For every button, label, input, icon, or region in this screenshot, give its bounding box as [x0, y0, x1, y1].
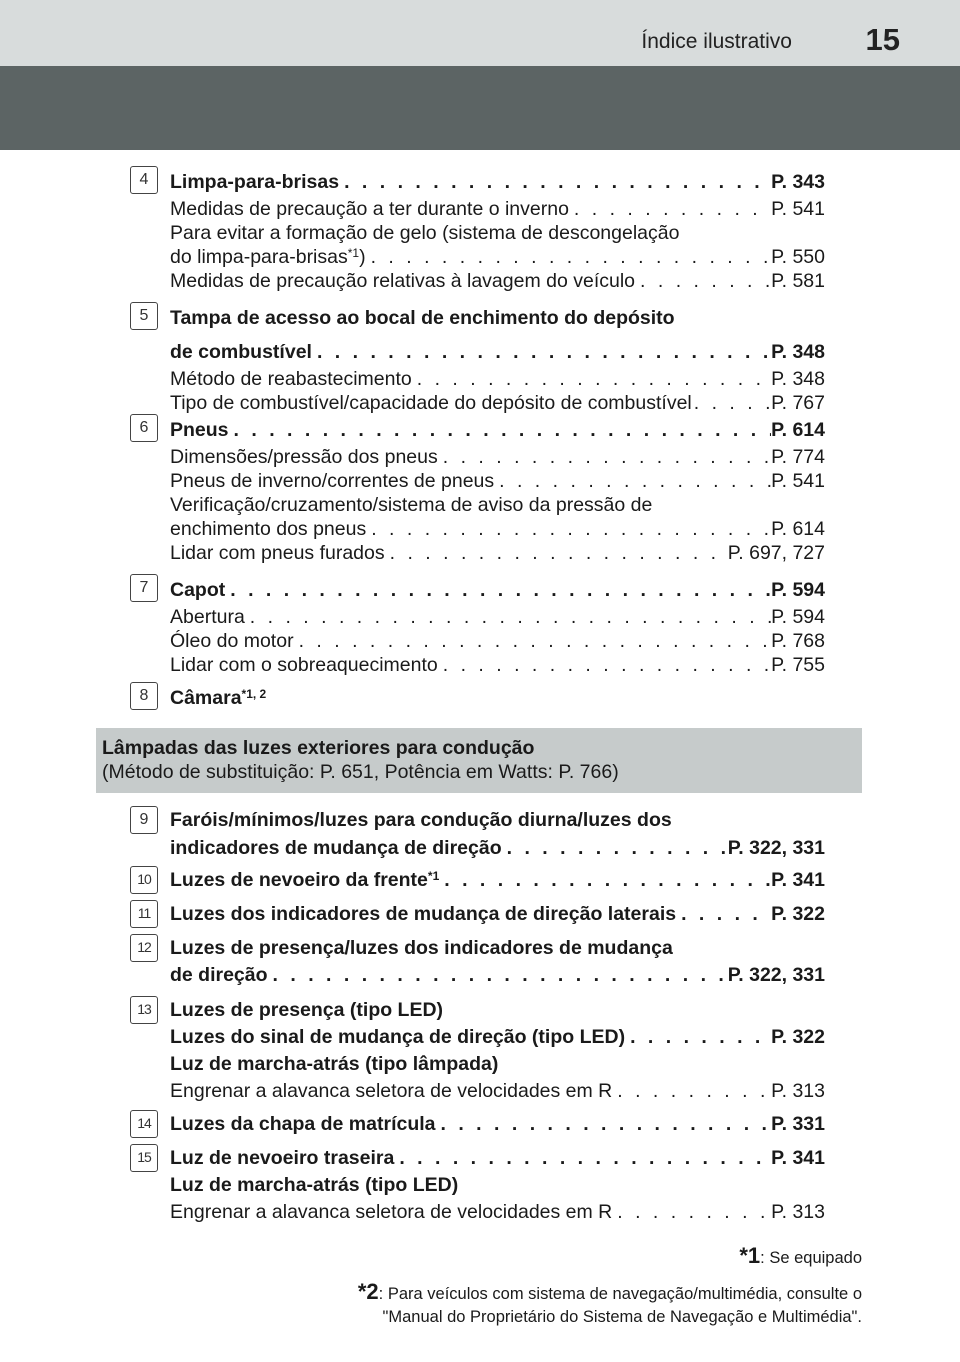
page-number: 15	[865, 22, 900, 57]
entry-text: Medidas de precaução a ter durante o inverno	[170, 198, 569, 220]
lamps-banner	[96, 728, 862, 793]
entry-page: P. 341	[771, 869, 825, 891]
item-badge-15: 15	[130, 1144, 158, 1172]
entry-text: Lidar com pneus furados	[170, 542, 385, 564]
entry-line	[170, 493, 825, 517]
entry-page: P. 768	[771, 630, 825, 652]
entry-page: P. 322	[771, 903, 825, 925]
entry-line	[170, 221, 825, 245]
entry-line	[170, 1052, 825, 1076]
banner-title: Lâmpadas das luzes exteriores para condução	[102, 737, 535, 759]
entry-text: do limpa-para-brisas	[170, 246, 348, 268]
entry-text-after: )	[359, 246, 366, 268]
entry-text: Abertura	[170, 606, 245, 628]
entry-page: P. 541	[771, 470, 825, 492]
entry-group-5	[170, 306, 825, 415]
entry-page: P. 343	[771, 171, 825, 193]
item-badge-14: 14	[130, 1110, 158, 1138]
entry-group-7	[170, 578, 825, 677]
entry-page: P. 755	[771, 654, 825, 676]
entry-line	[170, 306, 825, 330]
entry-text: Pneus	[170, 419, 229, 441]
banner-subtitle: (Método de substituição: P. 651, Potência em Watts: P. 766)	[102, 761, 619, 783]
header-bar	[0, 0, 960, 66]
entry-text: Tipo de combustível/capacidade do depósito de combustível	[170, 392, 692, 414]
entry-group-14	[170, 1112, 825, 1136]
entry-page: P. 594	[771, 579, 825, 601]
entry-text: Tampa de acesso ao bocal de enchimento do depósito	[170, 307, 675, 329]
entry-line	[170, 1200, 825, 1224]
entry-text: Luzes dos indicadores de mudança de direção laterais	[170, 903, 677, 925]
entry-line	[170, 868, 825, 892]
entry-line	[170, 902, 825, 926]
entry-page: P. 581	[771, 270, 825, 292]
entry-line	[170, 445, 825, 469]
entry-line	[170, 418, 825, 442]
entry-text: Lidar com o sobreaquecimento	[170, 654, 438, 676]
footnote-text: : Se equipado	[760, 1249, 862, 1267]
entry-page: P. 322, 331	[727, 837, 825, 859]
entry-text: Luz de marcha-atrás (tipo LED)	[170, 1174, 459, 1196]
entry-text: Pneus de inverno/correntes de pneus	[170, 470, 495, 492]
entry-page: P. 322, 331	[727, 964, 825, 986]
footnote-ref: *1, 2	[241, 687, 267, 701]
entry-line	[170, 936, 825, 960]
entry-group-15	[170, 1146, 825, 1224]
entry-page: P. 331	[771, 1113, 825, 1135]
entry-page: P. 767	[771, 392, 825, 414]
entry-line	[170, 245, 825, 269]
entry-group-10	[170, 868, 825, 892]
entry-line	[170, 605, 825, 629]
footnote-mark: *2	[357, 1279, 379, 1304]
entry-page: P. 614	[771, 518, 825, 540]
entry-text: Para evitar a formação de gelo (sistema de descongelação	[170, 222, 680, 244]
footnote-ref: *1	[347, 246, 360, 260]
entry-line	[170, 391, 825, 415]
entry-line	[170, 517, 825, 541]
footnote-text: : Para veículos com sistema de navegação/multimédia, consulte o	[378, 1285, 862, 1303]
footnote-ref: *1	[427, 869, 440, 883]
entry-text: Luz de nevoeiro traseira	[170, 1147, 395, 1169]
entry-text: Limpa-para-brisas	[170, 171, 340, 193]
entry-text: de combustível	[170, 341, 312, 363]
entry-line	[170, 197, 825, 221]
entry-page: P. 550	[771, 246, 825, 268]
entry-text: Engrenar a alavanca seletora de velocidades em R	[170, 1080, 613, 1102]
entry-line	[170, 686, 825, 710]
entry-page: P. 341	[771, 1147, 825, 1169]
item-badge-7: 7	[130, 574, 158, 602]
entry-text: Luzes de presença/luzes dos indicadores de mudança	[170, 937, 673, 959]
entry-line	[170, 653, 825, 677]
item-badge-13: 13	[130, 996, 158, 1024]
entry-line	[170, 367, 825, 391]
footnote-mark: *1	[739, 1243, 761, 1268]
section-title: Índice ilustrativo	[641, 30, 792, 53]
entry-group-4	[170, 170, 825, 293]
entry-line	[170, 629, 825, 653]
entry-text: Luz de marcha-atrás (tipo lâmpada)	[170, 1053, 499, 1075]
entry-line	[170, 269, 825, 293]
entry-text: Luzes de nevoeiro da frente	[170, 869, 428, 891]
entry-line	[170, 340, 825, 364]
entry-text: Luzes de presença (tipo LED)	[170, 999, 444, 1021]
entry-text: enchimento dos pneus	[170, 518, 367, 540]
entry-page: P. 348	[771, 368, 825, 390]
entry-page: P. 697, 727	[727, 542, 825, 564]
entry-page: P. 313	[771, 1201, 825, 1223]
footnote-text: "Manual do Proprietário do Sistema de Navegação e Multimédia".	[382, 1308, 862, 1326]
entry-group-12	[170, 936, 825, 987]
entry-line	[170, 1173, 825, 1197]
entry-text: Câmara	[170, 687, 242, 709]
entry-line	[170, 998, 825, 1022]
item-badge-12: 12	[130, 934, 158, 962]
entry-page: P. 348	[771, 341, 825, 363]
entry-text: indicadores de mudança de direção	[170, 837, 502, 859]
entry-page: P. 594	[771, 606, 825, 628]
entry-line	[170, 469, 825, 493]
entry-text: Luzes da chapa de matrícula	[170, 1113, 436, 1135]
entry-group-9	[170, 808, 825, 860]
entry-text: Luzes do sinal de mudança de direção (tipo LED)	[170, 1026, 626, 1048]
entry-line	[170, 578, 825, 602]
item-badge-9: 9	[130, 806, 158, 834]
entry-text: de direção	[170, 964, 268, 986]
entry-line	[170, 963, 825, 987]
entry-text: Óleo do motor	[170, 630, 294, 652]
entry-text: Engrenar a alavanca seletora de velocidades em R	[170, 1201, 613, 1223]
item-badge-6: 6	[130, 414, 158, 442]
entry-group-11	[170, 902, 825, 926]
item-badge-4: 4	[130, 166, 158, 194]
footnote-1	[739, 1244, 862, 1270]
entry-line	[170, 1025, 825, 1049]
entry-line	[170, 541, 825, 565]
entry-text: Faróis/mínimos/luzes para condução diurna/luzes dos	[170, 809, 672, 831]
item-badge-11: 11	[130, 900, 158, 928]
item-badge-8: 8	[130, 682, 158, 710]
entry-page: P. 541	[771, 198, 825, 220]
entry-page: P. 313	[771, 1080, 825, 1102]
footnote-2	[358, 1280, 862, 1329]
entry-line	[170, 1146, 825, 1170]
entry-text: Medidas de precaução relativas à lavagem do veículo	[170, 270, 636, 292]
entry-text: Verificação/cruzamento/sistema de aviso da pressão de	[170, 494, 653, 516]
entry-text: Capot	[170, 579, 226, 601]
entry-line	[170, 1079, 825, 1103]
entry-group-6	[170, 418, 825, 565]
item-badge-5: 5	[130, 302, 158, 330]
entry-line	[170, 808, 825, 832]
item-badge-10: 10	[130, 866, 158, 894]
header-band	[0, 66, 960, 150]
entry-text: Dimensões/pressão dos pneus	[170, 446, 438, 468]
entry-page: P. 774	[771, 446, 825, 468]
entry-line	[170, 1112, 825, 1136]
entry-group-13	[170, 998, 825, 1103]
entry-group-8	[170, 686, 825, 710]
entry-page: P. 614	[771, 419, 825, 441]
entry-text: Método de reabastecimento	[170, 368, 412, 390]
entry-page: P. 322	[771, 1026, 825, 1048]
entry-line	[170, 836, 825, 860]
entry-line	[170, 170, 825, 194]
